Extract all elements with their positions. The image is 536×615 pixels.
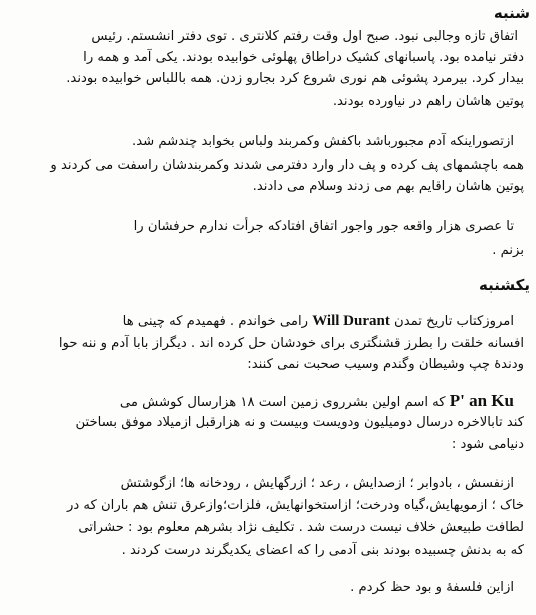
text-line: ازاین فلسفهٔ و بود حظ کردم . xyxy=(350,580,514,595)
text-line: دفتر نیامده بود. پاسبانهای کشیک دراطاق پهلوئی خوابیده بودند. یکی آمد و همه را xyxy=(83,50,524,65)
text-line: افسانه خلقت را بطرز قشنگتری برای خودشان حل کرده اند . دیگراز بابا آدم و ننه حوا xyxy=(58,336,524,351)
text-line xyxy=(123,313,514,330)
text-line: تا عصری هزار واقعه جور واجور اتفاق افتادکه جرأت ندارم حرفشان را xyxy=(133,219,514,234)
text-line: ازتصوراینکه آدم مجبورباشد باکفش وکمربند ولباس بخوابد چندشم شد. xyxy=(132,134,514,149)
text-line: بیدار کرد. بیرمرد پشوئی هم نوری شروع کرد بجارو زدن. همه باللباس خوابیده بودند. xyxy=(66,71,524,86)
text-line: اتفاق تازه وجالبی نبود. صبح اول وقت رفتم کلانتری . توی دفتر انشستم. رئیس xyxy=(91,29,518,44)
latin-name: Will Durant xyxy=(312,313,390,329)
text-line xyxy=(120,392,514,411)
latin-name: P' an Ku xyxy=(449,391,514,410)
text-segment: امروزکتاب تاریخ تمدن xyxy=(389,314,514,329)
text-line: کند تابالاخره درسال دومیلیون ودویست وبیست و نه هزارقبل ازمیلاد موفق بساختن xyxy=(75,415,524,430)
text-line: همه باچشمهای پف کرده و پف دار وارد دفترمی شدند وکمربندشان راسفت می کردند و xyxy=(50,158,524,173)
text-line: ودندهٔ چپ وشیطان وگندم وسیب صحبت نمی کنند: xyxy=(247,357,524,372)
heading-saturday: شنبه xyxy=(493,4,530,22)
text-line: لطافت طبیعش خلاف نیست درست شد . تکلیف نژاد بشرهم معلوم بود : حشراتی xyxy=(78,520,524,535)
text-line: پوتین هاشان راهم در نیاورده بودند. xyxy=(332,94,524,109)
heading-sunday: یکشنبه xyxy=(479,276,530,294)
text-segment: که اسم اولین بشرروی زمین است ۱۸ هزارسال کوشش می xyxy=(119,395,446,410)
text-line: پوتین هاشان راقایم بهم می زدند وسلام می دادند. xyxy=(252,179,524,194)
text-line: ازنفسش ، بادوابر ؛ ازصدایش ، رعد ؛ ازرگهایش ، رودخانه ها؛ ازگوشتش xyxy=(120,476,514,491)
text-line: خاک ؛ ازمویهایش،گیاه ودرخت؛ ازاستخوانهایش، فلزات؛وازعرق تنش هم باران که در xyxy=(67,498,524,513)
text-line: که به بدنش چسبیده بودند بنی آدمی را که اعضای یکدیگرند درست کردند . xyxy=(121,543,524,558)
text-segment: رامی خواندم . فهمیدم که چینی ها xyxy=(122,314,313,329)
text-line: دنیامی شود : xyxy=(451,437,524,452)
text-line: بزنم . xyxy=(492,243,524,258)
